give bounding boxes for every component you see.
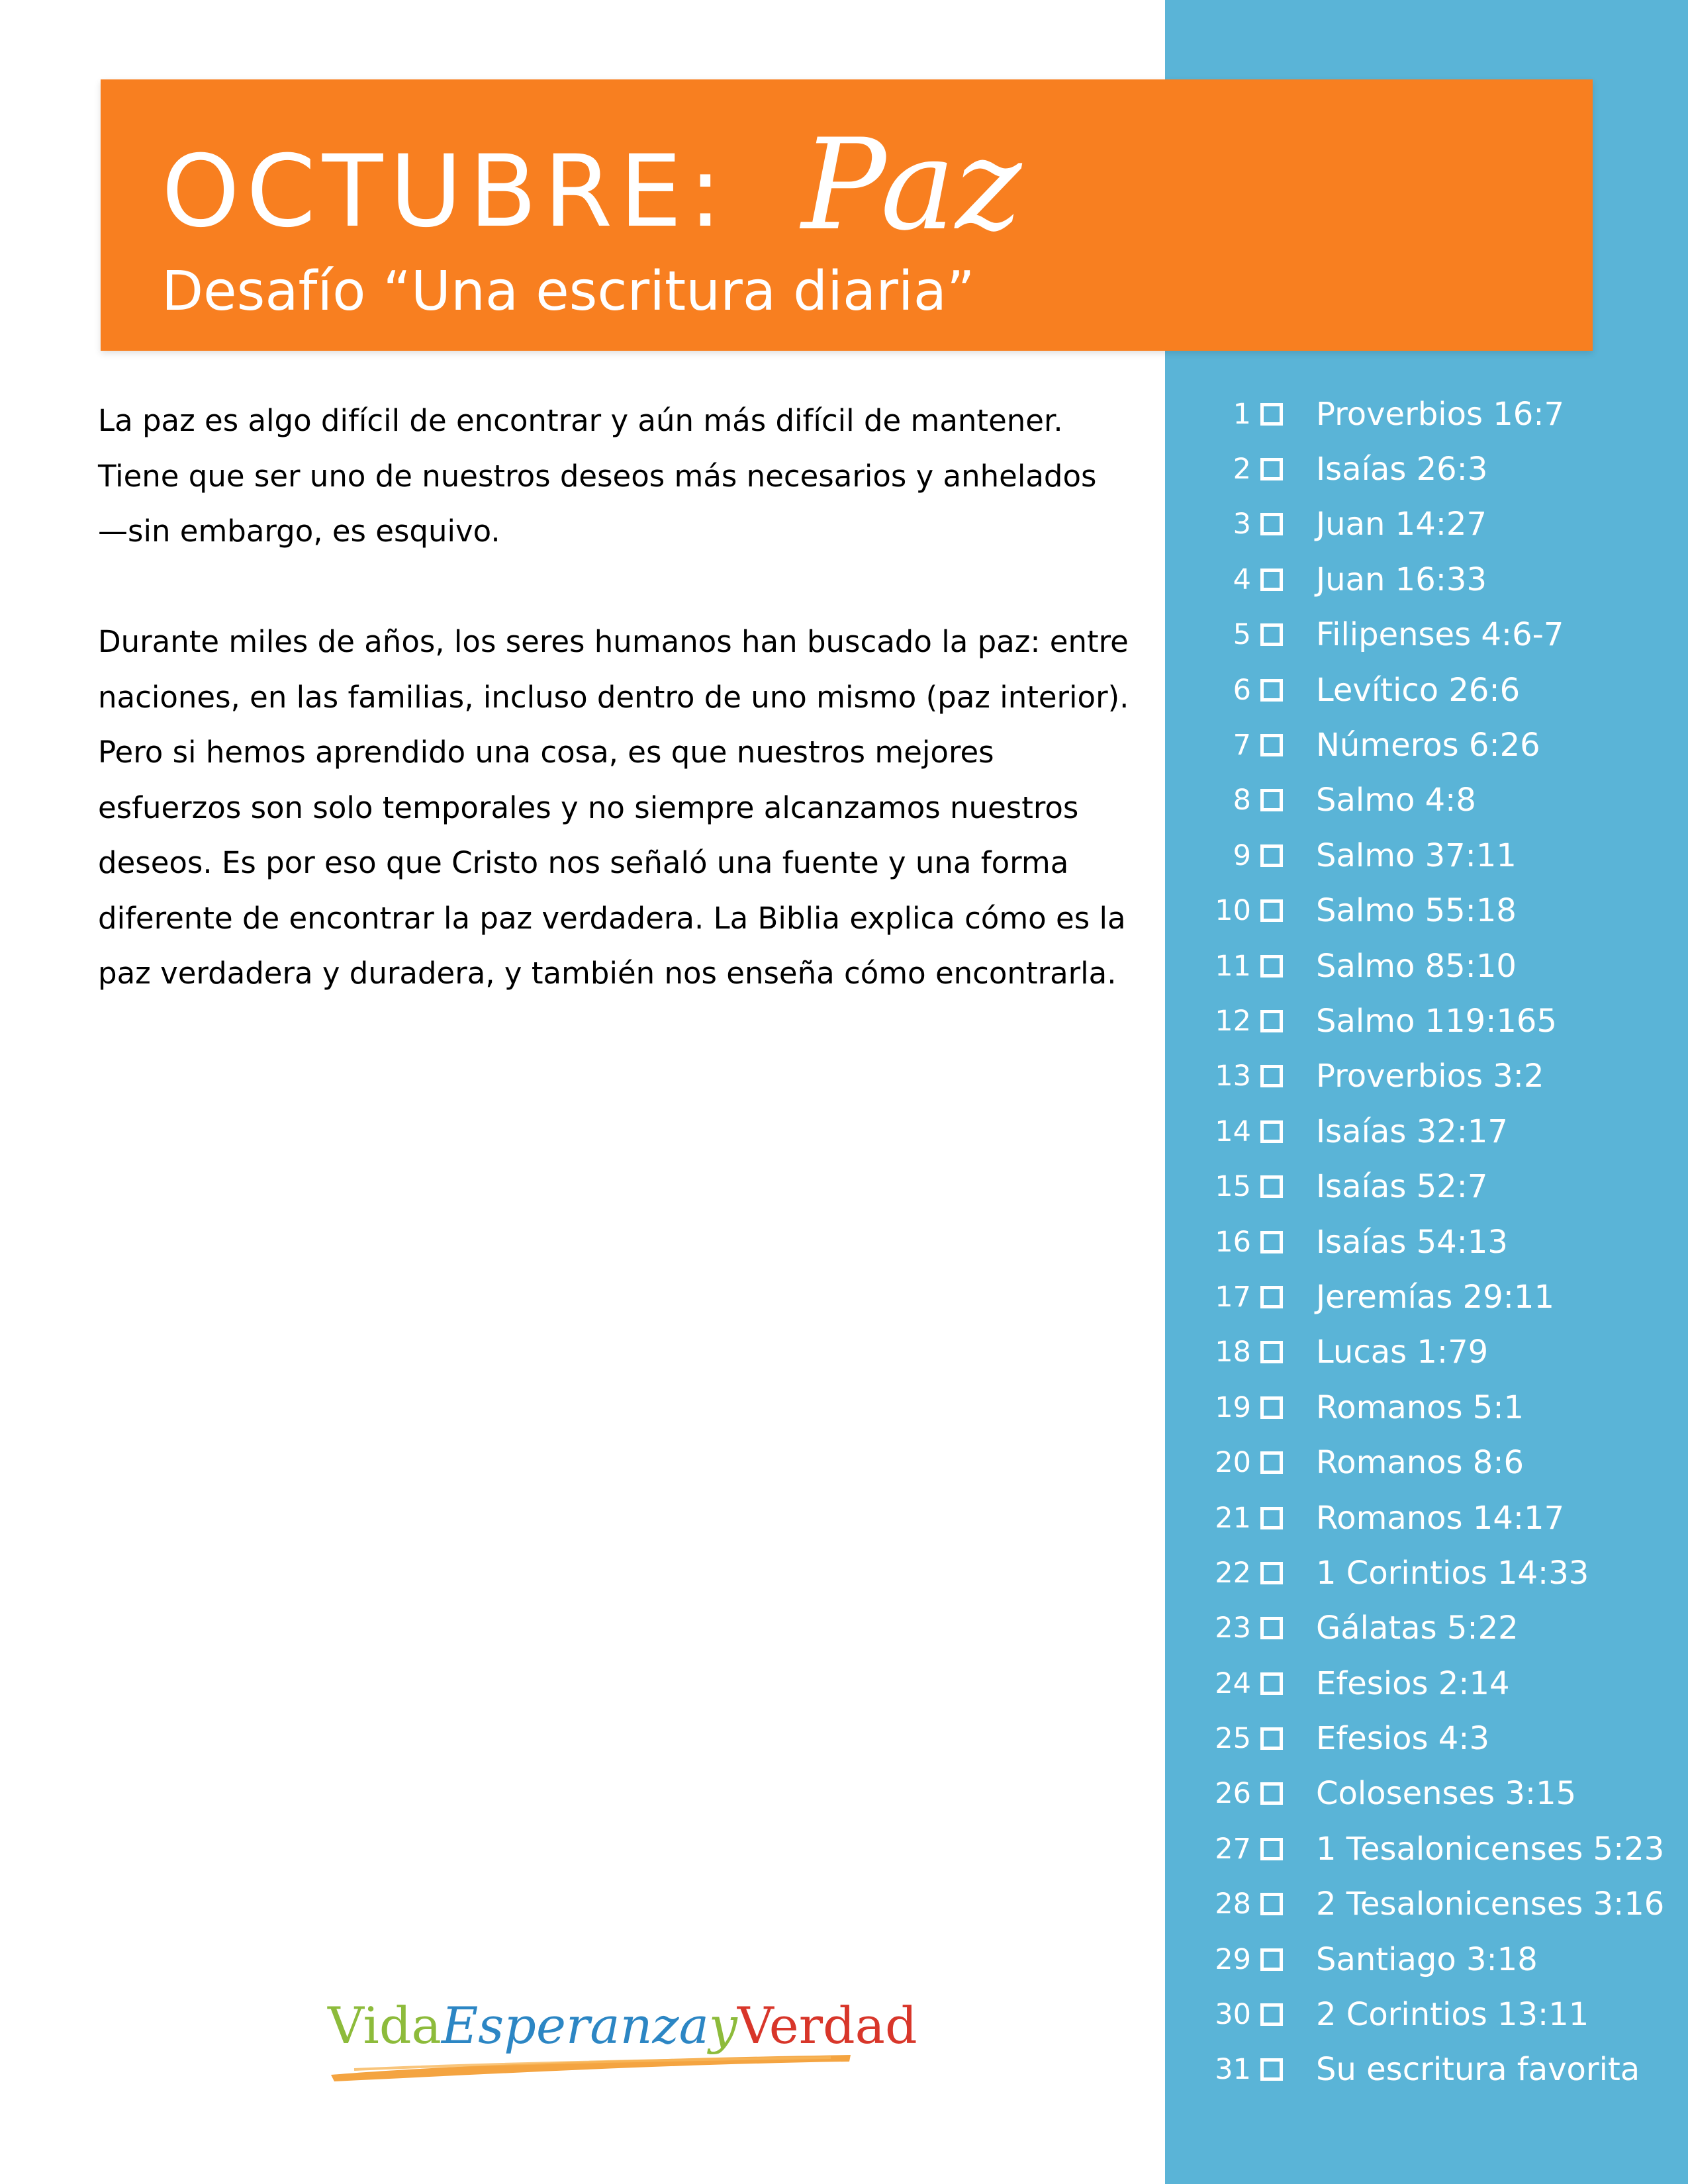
reading-day-number: 5	[1233, 618, 1251, 652]
reading-reference: Proverbios 3:2	[1316, 1058, 1544, 1095]
reading-item	[1178, 1214, 1681, 1269]
reading-checkbox[interactable]	[1260, 734, 1283, 756]
logo-word-vida: Vida	[328, 1996, 442, 2055]
reading-day-number: 1	[1233, 397, 1251, 431]
page-header	[101, 79, 1593, 351]
reading-item	[1178, 1159, 1681, 1214]
reading-item	[1178, 552, 1681, 607]
reading-checkbox[interactable]	[1260, 1010, 1283, 1032]
reading-checkbox[interactable]	[1260, 1672, 1283, 1695]
reading-day-number: 4	[1233, 563, 1251, 596]
reading-reference: Efesios 4:3	[1316, 1720, 1489, 1758]
reading-reference: Isaías 54:13	[1316, 1223, 1508, 1261]
reading-checkbox[interactable]	[1260, 1562, 1283, 1584]
reading-day-number: 6	[1233, 673, 1251, 707]
reading-checkbox[interactable]	[1260, 458, 1283, 480]
reading-checkbox[interactable]	[1260, 1507, 1283, 1529]
logo-word-y: y	[708, 1996, 737, 2055]
reading-reference: Santiago 3:18	[1316, 1940, 1538, 1978]
reading-day-number: 3	[1233, 508, 1251, 541]
reading-reference: Isaías 32:17	[1316, 1113, 1508, 1150]
reading-item	[1178, 1490, 1681, 1545]
logo-wordmark	[328, 1996, 917, 2055]
reading-day-number: 15	[1215, 1170, 1251, 1204]
brand-logo	[328, 1995, 917, 2101]
reading-item	[1178, 1049, 1681, 1104]
reading-day-number: 18	[1215, 1336, 1251, 1369]
reading-checkbox[interactable]	[1260, 403, 1283, 426]
reading-checkbox[interactable]	[1260, 789, 1283, 811]
reading-item	[1178, 1656, 1681, 1711]
reading-reference: Romanos 14:17	[1316, 1499, 1565, 1537]
reading-item	[1178, 387, 1681, 441]
reading-reference: 2 Tesalonicenses 3:16	[1316, 1886, 1665, 1923]
reading-checkbox[interactable]	[1260, 1451, 1283, 1474]
reading-checkbox[interactable]	[1260, 1341, 1283, 1363]
reading-item	[1178, 1269, 1681, 1324]
reading-day-number: 9	[1233, 839, 1251, 872]
reading-checkbox[interactable]	[1260, 2058, 1283, 2081]
reading-item	[1178, 938, 1681, 993]
reading-day-number: 23	[1215, 1612, 1251, 1645]
reading-reference: Isaías 52:7	[1316, 1168, 1488, 1206]
reading-reference: Salmo 37:11	[1316, 837, 1517, 874]
reading-checkbox[interactable]	[1260, 1727, 1283, 1750]
reading-reference: Salmo 55:18	[1316, 892, 1517, 930]
reading-checkbox[interactable]	[1260, 1175, 1283, 1198]
reading-checkbox[interactable]	[1260, 899, 1283, 922]
reading-item	[1178, 717, 1681, 772]
reading-item	[1178, 1711, 1681, 1766]
reading-day-number: 7	[1233, 729, 1251, 762]
reading-day-number: 27	[1215, 1832, 1251, 1866]
reading-checkbox[interactable]	[1260, 844, 1283, 867]
reading-item	[1178, 993, 1681, 1048]
reading-checkbox[interactable]	[1260, 1065, 1283, 1087]
reading-checkbox[interactable]	[1260, 1231, 1283, 1253]
reading-checkbox[interactable]	[1260, 955, 1283, 978]
reading-checkbox[interactable]	[1260, 1396, 1283, 1419]
reading-reference: Números 6:26	[1316, 727, 1540, 764]
reading-item	[1178, 497, 1681, 552]
reading-checkbox[interactable]	[1260, 513, 1283, 535]
reading-reference: Salmo 85:10	[1316, 947, 1517, 985]
title-month: OCTUBRE:	[162, 134, 729, 250]
reading-day-number: 20	[1215, 1446, 1251, 1480]
reading-item	[1178, 2042, 1681, 2097]
reading-day-number: 2	[1233, 453, 1251, 486]
reading-day-number: 19	[1215, 1390, 1251, 1424]
intro-paragraph: Durante miles de años, los seres humanos han buscado la paz: entre naciones, en las familias, incluso dentro de uno mismo (paz interior). Pero si hemos aprendido una cosa, es que nuestros mejores esfuerzos son solo temporales y no siempre alcanzamos nuestros deseos. Es por eso que Cristo nos señaló una fuente y una forma diferente de encontrar la paz verdadera. La Biblia explica cómo es la paz verdadera y duradera, y también nos enseña cómo encontrarla.	[98, 624, 1129, 991]
reading-day-number: 14	[1215, 1115, 1251, 1148]
reading-item	[1178, 1877, 1681, 1932]
reading-item	[1178, 1821, 1681, 1876]
reading-day-number: 25	[1215, 1722, 1251, 1756]
reading-day-number: 16	[1215, 1225, 1251, 1259]
page-subtitle: Desafío “Una escritura diaria”	[162, 260, 975, 323]
logo-word-esperanza: Esperanza	[441, 1996, 709, 2055]
reading-reference: Colosenses 3:15	[1316, 1775, 1577, 1813]
reading-item	[1178, 1987, 1681, 2042]
reading-item	[1178, 828, 1681, 883]
intro-paragraph: La paz es algo difícil de encontrar y aún más difícil de mantener. Tiene que ser uno de nuestros deseos más necesarios y anhelados —sin embargo, es esquivo.	[98, 403, 1097, 549]
page-title	[162, 112, 1022, 258]
reading-reference: Proverbios 16:7	[1316, 395, 1565, 433]
reading-day-number: 21	[1215, 1501, 1251, 1535]
reading-reference: Levítico 26:6	[1316, 671, 1521, 709]
logo-swoosh-icon	[328, 2047, 857, 2087]
reading-item	[1178, 441, 1681, 496]
reading-reference: Salmo 119:165	[1316, 1002, 1558, 1040]
reading-item	[1178, 1435, 1681, 1490]
reading-item	[1178, 662, 1681, 717]
reading-item	[1178, 608, 1681, 662]
reading-day-number: 26	[1215, 1777, 1251, 1811]
reading-reference: Lucas 1:79	[1316, 1334, 1489, 1371]
reading-day-number: 29	[1215, 1942, 1251, 1976]
reading-reference: Jeremías 29:11	[1316, 1278, 1554, 1316]
reading-reference: Efesios 2:14	[1316, 1664, 1510, 1702]
reading-day-number: 28	[1215, 1888, 1251, 1921]
reading-reference: Gálatas 5:22	[1316, 1610, 1519, 1647]
reading-checkbox[interactable]	[1260, 1120, 1283, 1143]
title-theme: Paz	[801, 112, 1022, 258]
reading-day-number: 30	[1215, 1998, 1251, 2032]
reading-reference: 1 Corintios 14:33	[1316, 1554, 1589, 1592]
reading-item	[1178, 1601, 1681, 1656]
reading-checkbox[interactable]	[1260, 623, 1283, 646]
reading-day-number: 13	[1215, 1060, 1251, 1093]
reading-reference: Isaías 26:3	[1316, 451, 1488, 488]
reading-checkbox[interactable]	[1260, 1782, 1283, 1805]
reading-day-number: 17	[1215, 1280, 1251, 1314]
logo-word-verdad: Verdad	[737, 1996, 917, 2055]
reading-item	[1178, 773, 1681, 828]
reading-checkbox[interactable]	[1260, 2003, 1283, 2026]
reading-day-number: 8	[1233, 784, 1251, 817]
reading-day-number: 22	[1215, 1556, 1251, 1590]
reading-checkbox[interactable]	[1260, 679, 1283, 702]
reading-day-number: 24	[1215, 1666, 1251, 1700]
reading-day-number: 31	[1215, 2053, 1251, 2087]
reading-day-number: 10	[1215, 894, 1251, 928]
reading-checkbox[interactable]	[1260, 1893, 1283, 1915]
reading-day-number: 12	[1215, 1004, 1251, 1038]
reading-item	[1178, 1545, 1681, 1600]
reading-item	[1178, 884, 1681, 938]
reading-reference: Romanos 5:1	[1316, 1388, 1524, 1426]
reading-checkbox[interactable]	[1260, 1617, 1283, 1639]
reading-checklist	[1178, 387, 1681, 2097]
reading-reference: 1 Tesalonicenses 5:23	[1316, 1830, 1665, 1868]
reading-day-number: 11	[1215, 949, 1251, 983]
reading-checkbox[interactable]	[1260, 1948, 1283, 1971]
reading-reference: Juan 16:33	[1316, 561, 1487, 598]
reading-reference: Salmo 4:8	[1316, 782, 1476, 819]
reading-reference: Juan 14:27	[1316, 506, 1487, 543]
reading-item	[1178, 1380, 1681, 1435]
intro-text	[98, 393, 1131, 1056]
reading-reference: 2 Corintios 13:11	[1316, 1996, 1589, 2034]
reading-reference: Su escritura favorita	[1316, 2051, 1640, 2089]
reading-reference: Filipenses 4:6-7	[1316, 616, 1564, 654]
reading-item	[1178, 1325, 1681, 1380]
reading-item	[1178, 1104, 1681, 1159]
reading-reference: Romanos 8:6	[1316, 1444, 1524, 1482]
reading-checkbox[interactable]	[1260, 1838, 1283, 1860]
reading-item	[1178, 1932, 1681, 1987]
reading-checkbox[interactable]	[1260, 1286, 1283, 1308]
reading-checkbox[interactable]	[1260, 569, 1283, 591]
reading-item	[1178, 1766, 1681, 1821]
